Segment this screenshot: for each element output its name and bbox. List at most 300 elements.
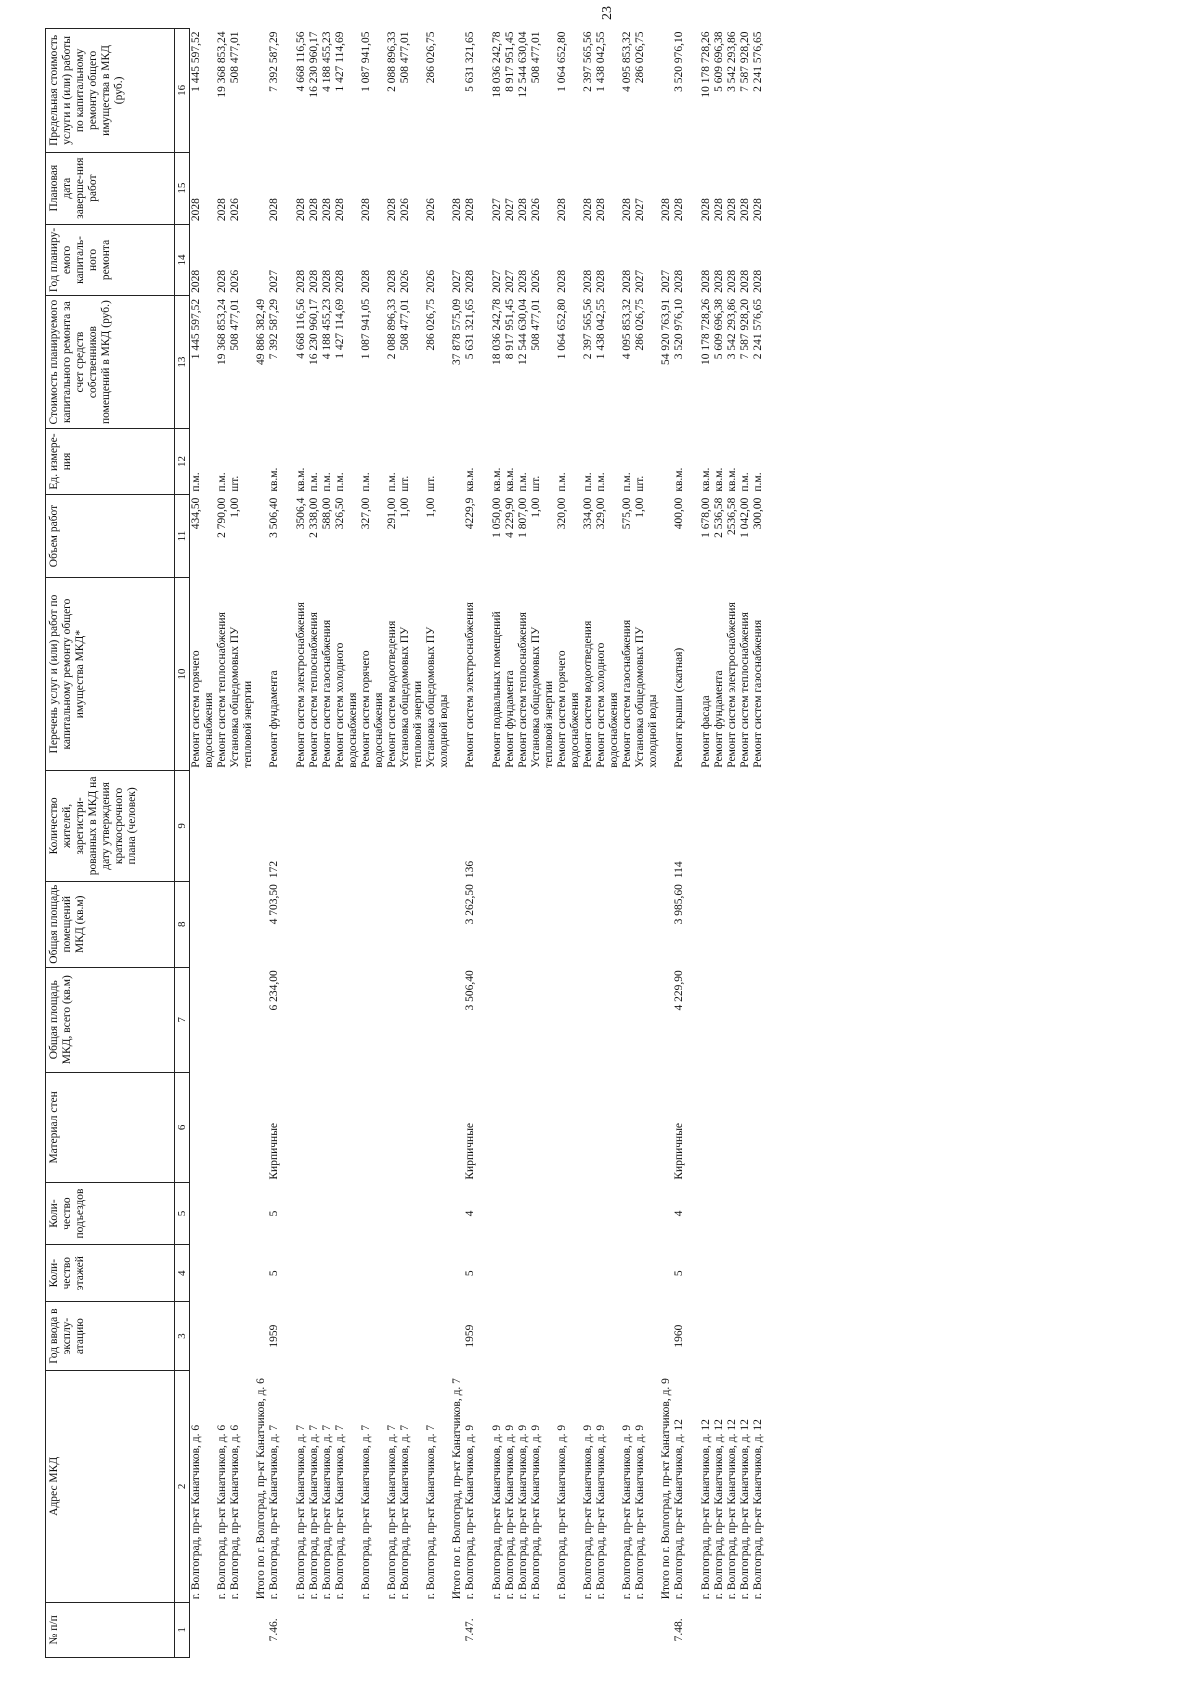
cost-limit bbox=[451, 29, 464, 153]
wall-material bbox=[713, 1072, 726, 1182]
wall-material bbox=[582, 1072, 595, 1182]
unit: п.м. bbox=[334, 472, 346, 492]
residents-count bbox=[700, 771, 713, 881]
year-built bbox=[726, 1302, 739, 1370]
rooms-area bbox=[255, 881, 268, 967]
table-row bbox=[530, 29, 556, 1658]
planned-year: 2028 bbox=[386, 269, 398, 293]
total-area bbox=[399, 967, 425, 1072]
work-volume: 1,00 bbox=[399, 497, 411, 518]
rooms-area bbox=[295, 881, 308, 967]
year-built bbox=[595, 1302, 621, 1370]
entrances-count bbox=[216, 1183, 229, 1245]
cost-limit: 7 587 928,20 bbox=[739, 31, 751, 92]
unit: кв.м. bbox=[464, 467, 476, 492]
residents-count bbox=[582, 771, 595, 881]
planned-cost: 1 064 652,80 bbox=[556, 298, 568, 360]
floors-count bbox=[713, 1244, 726, 1301]
cost-limit: 508 477,01 bbox=[530, 31, 542, 84]
header-cell: Коли-чество этажей bbox=[46, 1244, 175, 1301]
rooms-area bbox=[360, 881, 386, 967]
rooms-area bbox=[621, 881, 634, 967]
row-number bbox=[399, 1602, 425, 1657]
cost-limit: 8 917 951,45 bbox=[504, 31, 516, 92]
wall-material bbox=[556, 1072, 582, 1182]
work-volume: 1,00 bbox=[229, 497, 241, 518]
column-number: 14 bbox=[175, 224, 190, 296]
residents-count: 136 bbox=[464, 860, 476, 879]
cost-limit: 5 609 696,38 bbox=[713, 31, 725, 92]
year-built bbox=[634, 1302, 660, 1370]
entrances-count: 5 bbox=[268, 1210, 280, 1217]
floors-count: 5 bbox=[673, 1270, 685, 1277]
row-number bbox=[556, 1602, 582, 1657]
year-built bbox=[517, 1302, 530, 1370]
residents-count bbox=[726, 771, 739, 881]
planned-cost: 10 178 728,26 bbox=[700, 298, 712, 365]
total-area: 3 506,40 bbox=[464, 970, 476, 1011]
planned-cost: 508 477,01 bbox=[530, 298, 542, 351]
work-volume: 2 536,58 bbox=[713, 497, 725, 538]
completion-date: 2028 bbox=[752, 198, 764, 222]
entrances-count bbox=[190, 1183, 217, 1245]
unit: кв.м. bbox=[295, 467, 307, 492]
completion-date: 2028 bbox=[451, 198, 463, 222]
work-type: Установка общедомовых ПУ холодной воды bbox=[425, 626, 450, 768]
table-row bbox=[295, 29, 308, 1658]
floors-count bbox=[229, 1244, 255, 1301]
rooms-area: 3 985,60 bbox=[673, 884, 685, 925]
table-body bbox=[190, 29, 766, 1658]
unit: п.м. bbox=[321, 472, 333, 492]
table-row bbox=[190, 29, 217, 1658]
wall-material bbox=[595, 1072, 621, 1182]
address: Итого по г. Волгоград, пр-кт Канатчиков, д. 9 bbox=[660, 1378, 672, 1600]
header-cell: Стоимость планируемого капитального ремонта за счет средств собственников помещений в МКД (руб.) bbox=[46, 296, 175, 429]
work-type: Ремонт фундамента bbox=[268, 670, 280, 768]
year-built bbox=[752, 1302, 765, 1370]
row-number bbox=[295, 1602, 308, 1657]
planned-year: 2028 bbox=[582, 269, 594, 293]
rooms-area bbox=[229, 881, 255, 967]
rooms-area bbox=[700, 881, 713, 967]
total-area bbox=[752, 967, 765, 1072]
address: г. Волгоград, пр-кт Канатчиков, д. 12 bbox=[739, 1419, 751, 1600]
address: г. Волгоград, пр-кт Канатчиков, д. 7 bbox=[268, 1424, 280, 1600]
planned-cost: 1 445 597,52 bbox=[190, 298, 202, 360]
year-built bbox=[255, 1302, 268, 1370]
cost-limit: 10 178 728,26 bbox=[700, 31, 712, 98]
column-number: 15 bbox=[175, 152, 190, 224]
column-number: 12 bbox=[175, 428, 190, 494]
residents-count: 114 bbox=[673, 861, 685, 879]
planned-cost: 1 087 941,05 bbox=[360, 298, 372, 360]
total-area bbox=[451, 967, 464, 1072]
year-built bbox=[190, 1302, 217, 1370]
residents-count bbox=[308, 771, 321, 881]
floors-count bbox=[517, 1244, 530, 1301]
total-area bbox=[739, 967, 752, 1072]
entrances-count bbox=[425, 1183, 451, 1245]
column-number: 3 bbox=[175, 1302, 190, 1370]
rooms-area bbox=[425, 881, 451, 967]
cost-limit: 286 026,75 bbox=[634, 31, 646, 84]
work-type: Установка общедомовых ПУ холодной воды bbox=[634, 626, 659, 768]
entrances-count bbox=[517, 1183, 530, 1245]
planned-year: 2028 bbox=[752, 269, 764, 293]
address: г. Волгоград, пр-кт Канатчиков, д. 7 bbox=[360, 1424, 372, 1600]
planned-cost: 2 241 576,65 bbox=[752, 298, 764, 360]
completion-date: 2028 bbox=[726, 198, 738, 222]
unit bbox=[255, 428, 268, 494]
floors-count bbox=[360, 1244, 386, 1301]
entrances-count bbox=[321, 1183, 334, 1245]
completion-date: 2026 bbox=[229, 198, 241, 222]
cost-limit bbox=[255, 29, 268, 153]
residents-count bbox=[660, 771, 673, 881]
work-type: Ремонт систем теплоснабжения bbox=[308, 612, 320, 768]
year-built bbox=[425, 1302, 451, 1370]
unit bbox=[451, 428, 464, 494]
work-type bbox=[451, 577, 464, 770]
rooms-area bbox=[216, 881, 229, 967]
work-type: Ремонт фундамента bbox=[504, 670, 516, 768]
planned-year: 2028 bbox=[464, 269, 476, 293]
row-number: 7.48. bbox=[673, 1618, 685, 1642]
address: г. Волгоград, пр-кт Канатчиков, д. 6 bbox=[216, 1424, 228, 1600]
planned-year: 2028 bbox=[308, 269, 320, 293]
total-area bbox=[726, 967, 739, 1072]
entrances-count: 4 bbox=[673, 1210, 685, 1217]
entrances-count bbox=[739, 1183, 752, 1245]
wall-material bbox=[491, 1072, 504, 1182]
planned-cost: 49 886 382,49 bbox=[255, 298, 267, 365]
completion-date: 2028 bbox=[268, 198, 280, 222]
cost-limit: 508 477,01 bbox=[229, 31, 241, 84]
planned-year: 2026 bbox=[399, 269, 411, 293]
wall-material bbox=[726, 1072, 739, 1182]
planned-year: 2028 bbox=[295, 269, 307, 293]
planned-cost: 7 587 928,20 bbox=[739, 298, 751, 360]
total-area bbox=[517, 967, 530, 1072]
entrances-count bbox=[595, 1183, 621, 1245]
completion-date: 2026 bbox=[530, 198, 542, 222]
row-number bbox=[190, 1602, 217, 1657]
floors-count bbox=[595, 1244, 621, 1301]
address: г. Волгоград, пр-кт Канатчиков, д. 9 bbox=[504, 1424, 516, 1600]
cost-limit: 2 241 576,65 bbox=[752, 31, 764, 92]
work-volume: 1,00 bbox=[530, 497, 542, 518]
year-built: 1959 bbox=[268, 1324, 280, 1348]
planned-year: 2028 bbox=[216, 269, 228, 293]
floors-count bbox=[321, 1244, 334, 1301]
row-number: 7.47. bbox=[464, 1618, 476, 1642]
cost-limit bbox=[660, 29, 673, 153]
floors-count bbox=[582, 1244, 595, 1301]
total-area: 4 229,90 bbox=[673, 970, 685, 1011]
planned-year: 2028 bbox=[673, 269, 685, 293]
year-built: 1960 bbox=[673, 1324, 685, 1348]
year-built bbox=[216, 1302, 229, 1370]
table-row bbox=[308, 29, 321, 1658]
work-type: Ремонт фундамента bbox=[713, 670, 725, 768]
floors-count bbox=[334, 1244, 360, 1301]
residents-count bbox=[321, 771, 334, 881]
table-row bbox=[360, 29, 386, 1658]
entrances-count bbox=[308, 1183, 321, 1245]
work-type: Установка общедомовых ПУ тепловой энергии bbox=[229, 626, 254, 768]
completion-date: 2026 bbox=[399, 198, 411, 222]
completion-date: 2028 bbox=[700, 198, 712, 222]
planned-year: 2028 bbox=[726, 269, 738, 293]
completion-date: 2028 bbox=[216, 198, 228, 222]
address: г. Волгоград, пр-кт Канатчиков, д. 12 bbox=[713, 1419, 725, 1600]
work-type: Ремонт систем водоотведения bbox=[582, 620, 594, 768]
planned-year: 2028 bbox=[556, 269, 568, 293]
total-area bbox=[582, 967, 595, 1072]
total-area bbox=[321, 967, 334, 1072]
planned-cost: 4 188 455,23 bbox=[321, 298, 333, 360]
floors-count: 5 bbox=[464, 1270, 476, 1277]
rooms-area bbox=[399, 881, 425, 967]
address: г. Волгоград, пр-кт Канатчиков, д. 12 bbox=[673, 1419, 685, 1600]
planned-cost: 4 668 116,56 bbox=[295, 298, 307, 359]
planned-cost: 508 477,01 bbox=[229, 298, 241, 351]
residents-count bbox=[255, 771, 268, 881]
residents-count bbox=[739, 771, 752, 881]
planned-year bbox=[255, 224, 268, 296]
header-cell: Год планиру-емого капиталь-ного ремонта bbox=[46, 224, 175, 296]
residents-count bbox=[556, 771, 582, 881]
rooms-area bbox=[660, 881, 673, 967]
work-volume: 329,00 bbox=[595, 497, 607, 530]
work-type: Ремонт систем холодного водоснабжения bbox=[595, 642, 620, 768]
wall-material bbox=[451, 1072, 464, 1182]
address: г. Волгоград, пр-кт Канатчиков, д. 7 bbox=[399, 1424, 411, 1600]
floors-count bbox=[700, 1244, 713, 1301]
year-built bbox=[399, 1302, 425, 1370]
object-first-row bbox=[268, 29, 295, 1658]
unit: п.м. bbox=[517, 472, 529, 492]
work-type: Ремонт систем горячего водоснабжения bbox=[360, 650, 385, 768]
unit: п.м. bbox=[739, 472, 751, 492]
work-volume: 1,00 bbox=[425, 497, 437, 518]
address: г. Волгоград, пр-кт Канатчиков, д. 9 bbox=[582, 1424, 594, 1600]
wall-material bbox=[504, 1072, 517, 1182]
work-volume: 300,00 bbox=[752, 497, 764, 530]
total-area bbox=[295, 967, 308, 1072]
address: г. Волгоград, пр-кт Канатчиков, д. 7 bbox=[425, 1424, 437, 1600]
row-number bbox=[595, 1602, 621, 1657]
planned-cost: 18 036 242,78 bbox=[491, 298, 503, 365]
wall-material bbox=[517, 1072, 530, 1182]
work-volume: 400,00 bbox=[673, 497, 685, 530]
entrances-count bbox=[660, 1183, 673, 1245]
planned-cost: 19 368 853,24 bbox=[216, 298, 228, 365]
rooms-area bbox=[308, 881, 321, 967]
year-built bbox=[739, 1302, 752, 1370]
row-number bbox=[726, 1602, 739, 1657]
floors-count bbox=[660, 1244, 673, 1301]
planned-year: 2027 bbox=[451, 269, 463, 293]
wall-material bbox=[752, 1072, 765, 1182]
entrances-count bbox=[451, 1183, 464, 1245]
floors-count bbox=[216, 1244, 229, 1301]
work-volume: 1 678,00 bbox=[700, 497, 712, 538]
floors-count: 5 bbox=[268, 1270, 280, 1277]
table-row bbox=[595, 29, 621, 1658]
floors-count bbox=[556, 1244, 582, 1301]
unit: п.м. bbox=[216, 472, 228, 492]
year-built bbox=[295, 1302, 308, 1370]
completion-date: 2027 bbox=[491, 198, 503, 222]
work-volume: 4 229,90 bbox=[504, 497, 516, 538]
completion-date: 2028 bbox=[713, 198, 725, 222]
planned-year: 2028 bbox=[713, 269, 725, 293]
work-volume: 4229,9 bbox=[464, 497, 476, 530]
address: г. Волгоград, пр-кт Канатчиков, д. 9 bbox=[621, 1424, 633, 1600]
completion-date: 2028 bbox=[621, 198, 633, 222]
residents-count bbox=[295, 771, 308, 881]
work-type: Ремонт систем газоснабжения bbox=[621, 619, 633, 768]
total-area bbox=[530, 967, 556, 1072]
year-built bbox=[229, 1302, 255, 1370]
year-built bbox=[504, 1302, 517, 1370]
planned-cost: 3 520 976,10 bbox=[673, 298, 685, 360]
cost-limit: 1 445 597,52 bbox=[190, 31, 202, 92]
total-area bbox=[190, 967, 217, 1072]
cost-limit: 1 087 941,05 bbox=[360, 31, 372, 92]
column-number: 16 bbox=[175, 29, 190, 153]
residents-count bbox=[530, 771, 556, 881]
floors-count bbox=[530, 1244, 556, 1301]
rooms-area: 3 262,50 bbox=[464, 884, 476, 925]
floors-count bbox=[739, 1244, 752, 1301]
planned-cost: 286 026,75 bbox=[425, 298, 437, 351]
total-area bbox=[504, 967, 517, 1072]
rooms-area bbox=[582, 881, 595, 967]
address: г. Волгоград, пр-кт Канатчиков, д. 12 bbox=[700, 1419, 712, 1600]
planned-year: 2026 bbox=[425, 269, 437, 293]
work-volume: 434,50 bbox=[190, 497, 202, 530]
wall-material bbox=[660, 1072, 673, 1182]
address: г. Волгоград, пр-кт Канатчиков, д. 7 bbox=[334, 1424, 346, 1600]
table-row bbox=[556, 29, 582, 1658]
planned-year: 2028 bbox=[360, 269, 372, 293]
rooms-area: 4 703,50 bbox=[268, 884, 280, 925]
row-number bbox=[386, 1602, 399, 1657]
header-cell: Предельная стоимость услуги и (или) работы по капитальному ремонту общего имущества в МКД (руб.) bbox=[46, 29, 175, 153]
table-row bbox=[334, 29, 360, 1658]
address: г. Волгоград, пр-кт Канатчиков, д. 12 bbox=[752, 1419, 764, 1600]
row-number bbox=[634, 1602, 660, 1657]
table-row bbox=[321, 29, 334, 1658]
planned-cost: 4 095 853,32 bbox=[621, 298, 633, 360]
year-built bbox=[386, 1302, 399, 1370]
cost-limit: 7 392 587,29 bbox=[268, 31, 280, 92]
column-number-row bbox=[175, 29, 190, 1658]
entrances-count bbox=[530, 1183, 556, 1245]
row-number: 7.46. bbox=[268, 1618, 280, 1642]
rooms-area bbox=[491, 881, 504, 967]
completion-date: 2028 bbox=[295, 198, 307, 222]
work-volume: 3506,4 bbox=[295, 497, 307, 530]
planned-cost: 7 392 587,29 bbox=[268, 298, 280, 360]
entrances-count bbox=[556, 1183, 582, 1245]
floors-count bbox=[386, 1244, 399, 1301]
unit: шт. bbox=[634, 475, 646, 492]
table-row bbox=[713, 29, 726, 1658]
year-built bbox=[621, 1302, 634, 1370]
address: г. Волгоград, пр-кт Канатчиков, д. 9 bbox=[464, 1424, 476, 1600]
address: Итого по г. Волгоград, пр-кт Канатчиков, д. 7 bbox=[451, 1378, 463, 1600]
address: г. Волгоград, пр-кт Канатчиков, д. 9 bbox=[556, 1424, 568, 1600]
wall-material bbox=[530, 1072, 556, 1182]
year-built bbox=[530, 1302, 556, 1370]
total-area bbox=[621, 967, 634, 1072]
residents-count bbox=[517, 771, 530, 881]
work-type: Ремонт систем теплоснабжения bbox=[517, 612, 529, 768]
rooms-area bbox=[726, 881, 739, 967]
year-built bbox=[321, 1302, 334, 1370]
address: г. Волгоград, пр-кт Канатчиков, д. 12 bbox=[726, 1419, 738, 1600]
header-cell: Перечень услуг и (или) работ по капитальному ремонту общего имущества МКД* bbox=[46, 577, 175, 770]
entrances-count bbox=[491, 1183, 504, 1245]
entrances-count bbox=[386, 1183, 399, 1245]
completion-date: 2028 bbox=[660, 198, 672, 222]
completion-date: 2028 bbox=[582, 198, 594, 222]
header-cell: Ед. измере-ния bbox=[46, 428, 175, 494]
planned-cost: 5 631 321,65 bbox=[464, 298, 476, 360]
header-cell: Адрес МКД bbox=[46, 1370, 175, 1602]
address: г. Волгоград, пр-кт Канатчиков, д. 7 bbox=[386, 1424, 398, 1600]
row-number bbox=[582, 1602, 595, 1657]
unit: кв.м. bbox=[713, 467, 725, 492]
entrances-count bbox=[504, 1183, 517, 1245]
unit: п.м. bbox=[621, 472, 633, 492]
wall-material bbox=[216, 1072, 229, 1182]
cost-limit: 1 427 114,69 bbox=[334, 31, 346, 92]
header-cell: Материал стен bbox=[46, 1072, 175, 1182]
wall-material: Кирпичные bbox=[673, 1122, 685, 1180]
residents-count bbox=[216, 771, 229, 881]
capital-repair-table bbox=[45, 28, 765, 1658]
rooms-area bbox=[190, 881, 217, 967]
cost-limit: 508 477,01 bbox=[399, 31, 411, 84]
work-type: Ремонт систем водоотведения bbox=[386, 620, 398, 768]
total-area bbox=[713, 967, 726, 1072]
planned-year: 2028 bbox=[621, 269, 633, 293]
unit: п.м. bbox=[582, 472, 594, 492]
planned-cost: 5 609 696,38 bbox=[713, 298, 725, 360]
work-volume: 2 338,00 bbox=[308, 497, 320, 538]
address: г. Волгоград, пр-кт Канатчиков, д. 9 bbox=[595, 1424, 607, 1600]
completion-date: 2028 bbox=[386, 198, 398, 222]
floors-count bbox=[752, 1244, 765, 1301]
floors-count bbox=[425, 1244, 451, 1301]
column-number: 10 bbox=[175, 577, 190, 770]
rooms-area bbox=[634, 881, 660, 967]
planned-year: 2028 bbox=[334, 269, 346, 293]
work-volume: 1 807,00 bbox=[517, 497, 529, 538]
address: г. Волгоград, пр-кт Канатчиков, д. 6 bbox=[190, 1424, 202, 1600]
header-cell: Год ввода в эксплу-атацию bbox=[46, 1302, 175, 1370]
work-type: Ремонт систем горячего водоснабжения bbox=[556, 650, 581, 768]
residents-count: 172 bbox=[268, 860, 280, 879]
planned-year: 2027 bbox=[634, 269, 646, 293]
planned-cost: 2 088 896,33 bbox=[386, 298, 398, 360]
column-number: 5 bbox=[175, 1183, 190, 1245]
